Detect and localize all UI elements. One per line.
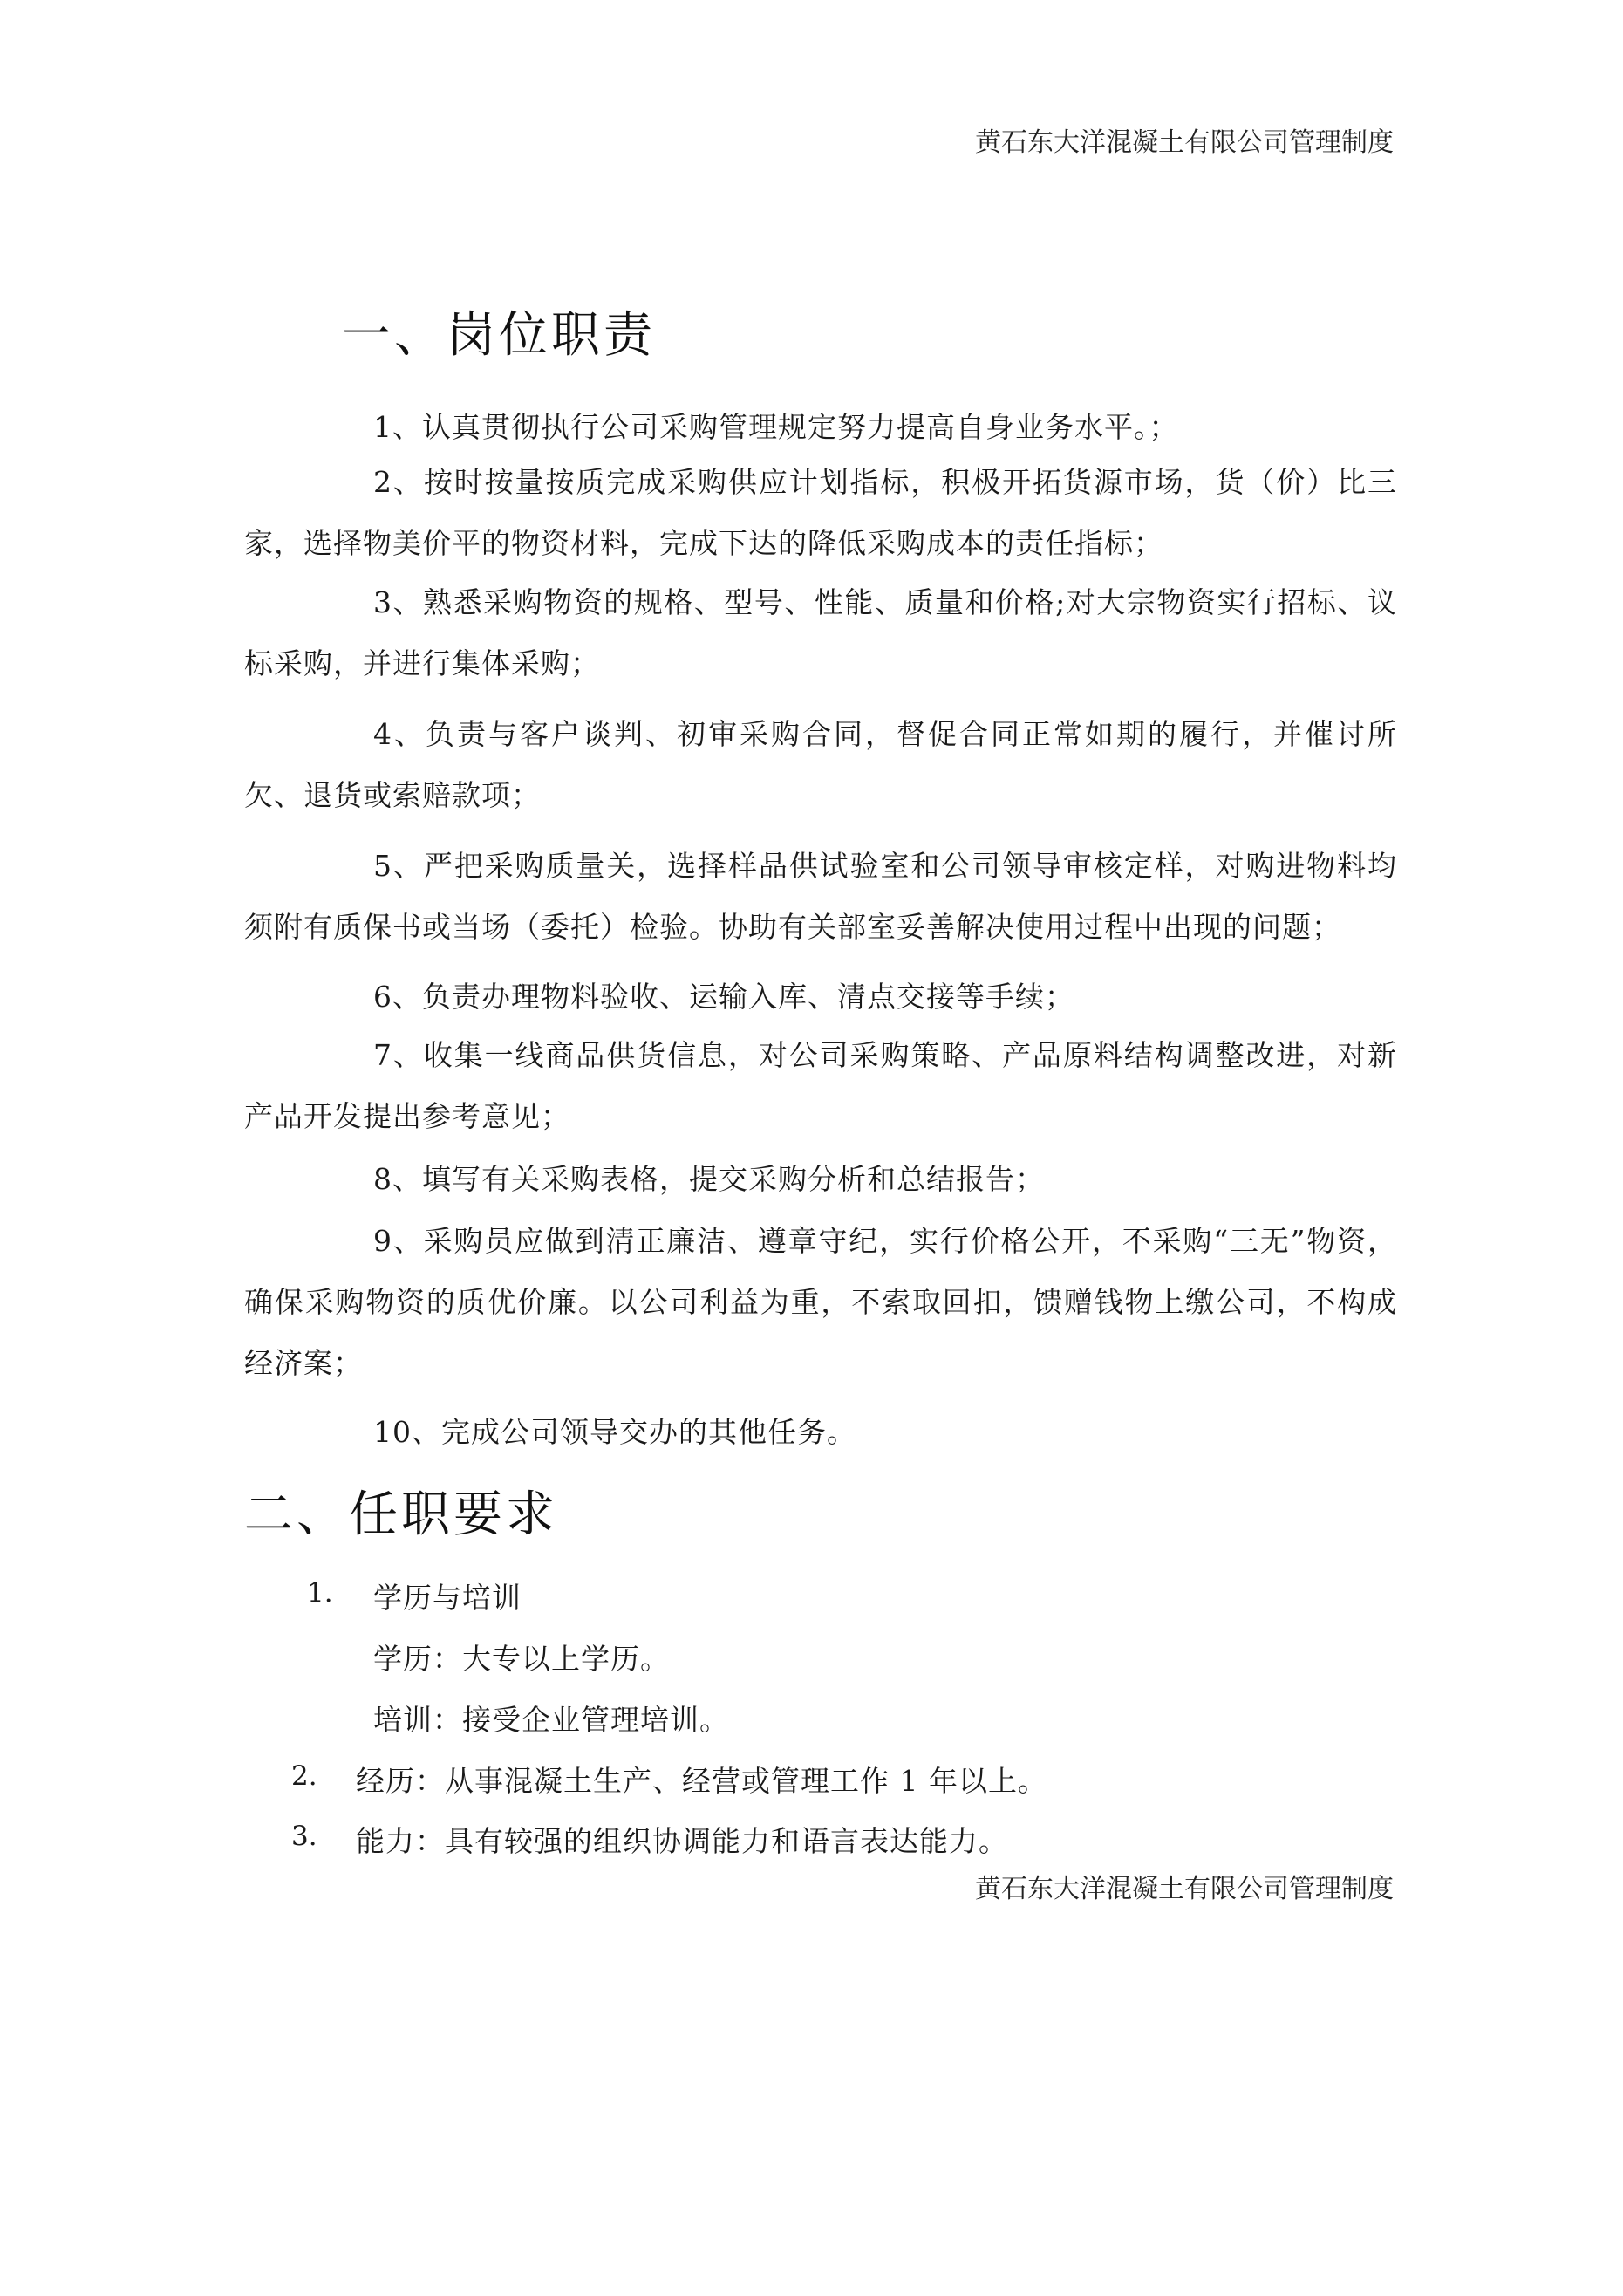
duty-item-1: 1、认真贯彻执行公司采购管理规定努力提高自身业务水平。； (373, 410, 1179, 444)
requirement-ability: 能力：具有较强的组织协调能力和语言表达能力。 (356, 1824, 1008, 1858)
section-title-responsibilities: 一、岗位职责 (342, 307, 656, 364)
requirement-education-label: 学历与培训 (373, 1581, 522, 1615)
duty-item-3: 3、熟悉采购物资的规格、型号、性能、质量和价格;对大宗物资实行招标、议标采购，并进行集体采购； (244, 585, 1397, 680)
duty-item-6: 6、负责办理物料验收、运输入库、清点交接等手续； (373, 980, 1074, 1014)
duty-item-5: 5、严把采购质量关，选择样品供试验室和公司领导审核定样，对购进物料均须附有质保书或当场（委托）检验。协助有关部室妥善解决使用过程中出现的问题； (244, 849, 1397, 944)
duty-item-9: 9、采购员应做到清正廉洁、遵章守纪，实行价格公开，不采购“三无”物资，确保采购物资的质优价廉。以公司利益为重，不索取回扣，馈赠钱物上缴公司，不构成经济案； (244, 1224, 1397, 1380)
duty-item-2: 2、按时按量按质完成采购供应计划指标，积极开拓货源市场，货（价）比三家，选择物美价平的物资材料，完成下达的降低采购成本的责任指标； (244, 465, 1397, 560)
requirement-training: 培训：接受企业管理培训。 (373, 1703, 729, 1737)
requirement-experience: 经历：从事混凝土生产、经营或管理工作 1 年以上。 (356, 1764, 1047, 1798)
duty-item-8: 8、填写有关采购表格，提交采购分析和总结报告； (373, 1162, 1045, 1196)
requirement-number-3: 3. (291, 1821, 317, 1852)
duty-item-10: 10、完成公司领导交办的其他任务。 (373, 1415, 856, 1449)
page-footer: 黄石东大洋混凝土有限公司管理制度 (975, 1874, 1394, 1904)
section-title-requirements: 二、任职要求 (244, 1486, 558, 1543)
duty-item-4: 4、负责与客户谈判、初审采购合同，督促合同正常如期的履行，并催讨所欠、退货或索赔款项； (244, 717, 1397, 812)
requirement-number-1: 1. (307, 1577, 333, 1609)
duty-item-7: 7、收集一线商品供货信息，对公司采购策略、产品原料结构调整改进，对新产品开发提出参考意见； (244, 1038, 1397, 1133)
page-header: 黄石东大洋混凝土有限公司管理制度 (975, 127, 1394, 158)
requirement-number-2: 2. (291, 1760, 317, 1792)
requirement-education: 学历：大专以上学历。 (373, 1642, 670, 1676)
